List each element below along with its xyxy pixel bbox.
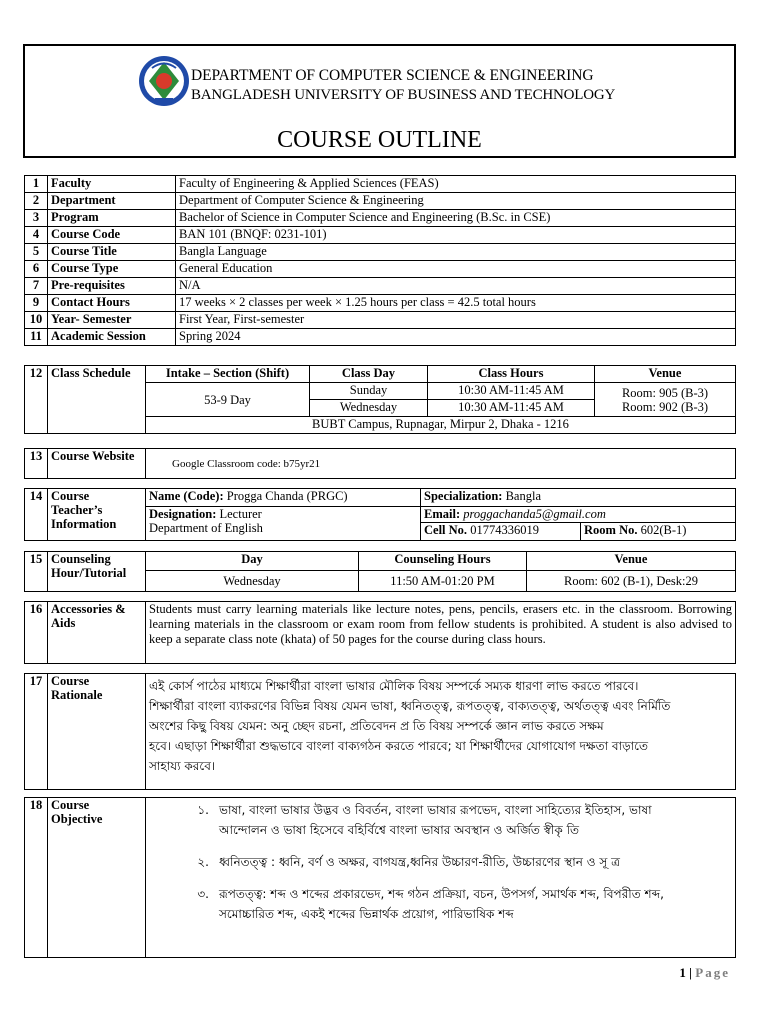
schedule-header-day: Class Day bbox=[310, 366, 428, 383]
info-value: Spring 2024 bbox=[176, 329, 736, 346]
info-label: Contact Hours bbox=[48, 295, 176, 312]
teacher-room: 602(B-1) bbox=[640, 523, 687, 537]
row-number: 10 bbox=[25, 312, 48, 329]
teacher-spec: Bangla bbox=[505, 489, 542, 503]
row-number: 11 bbox=[25, 329, 48, 346]
page-footer bbox=[679, 965, 730, 981]
teacher-spec-label: Specialization: bbox=[424, 489, 503, 503]
info-label: Pre-requisites bbox=[48, 278, 176, 295]
info-value: BAN 101 (BNQF: 0231-101) bbox=[176, 227, 736, 244]
university-logo-icon bbox=[137, 54, 191, 108]
objective-line: ভাষা, বাংলা ভাষার উদ্ভব ও বিবর্তন, বাংলা ভাষার রূপভেদ, বাংলা সাহিত্যের ইতিহাস, ভাষা bbox=[219, 803, 652, 817]
schedule-hours: 10:30 AM-11:45 AM bbox=[428, 400, 595, 417]
row-number: 18 bbox=[25, 798, 48, 958]
teacher-label: Course Teacher’s Information bbox=[48, 489, 146, 541]
counseling-header-venue: Venue bbox=[527, 552, 736, 571]
counseling-header-day: Day bbox=[146, 552, 359, 571]
objective-num: ১. bbox=[197, 803, 209, 817]
info-row bbox=[25, 210, 736, 227]
counseling-label: Counseling Hour/Tutorial bbox=[48, 552, 146, 592]
teacher-room-cell bbox=[581, 523, 736, 541]
schedule-venue-2: Room: 902 (B-3) bbox=[621, 399, 709, 414]
schedule-campus: BUBT Campus, Rupnagar, Mirpur 2, Dhaka - 1216 bbox=[146, 417, 736, 434]
objective-line: রূপতত্ত্ব: শব্দ ও শব্দের প্রকারভেদ, শব্দ গঠন প্রক্রিয়া, বচন, উপসর্গ, সমার্থক শব্দ, বিপরীত শব্দ, bbox=[219, 887, 664, 901]
website-label: Course Website bbox=[48, 449, 146, 479]
teacher-cell-cell bbox=[421, 523, 581, 541]
row-number: 12 bbox=[25, 366, 48, 434]
info-value: General Education bbox=[176, 261, 736, 278]
info-label: Course Type bbox=[48, 261, 176, 278]
row-number: 17 bbox=[25, 674, 48, 790]
info-row bbox=[25, 176, 736, 193]
rationale-line: অংশের কিছু বিষয় যেমন: অনু চ্ছেদ রচনা, প্রতিবেদন প্র তি বিষয় সম্পর্কে জ্ঞান লাভ করতে সক্ষম bbox=[149, 719, 604, 733]
info-value: Department of Computer Science & Engineering bbox=[176, 193, 736, 210]
row-number: 7 bbox=[25, 278, 48, 295]
info-row bbox=[25, 295, 736, 312]
row-number: 6 bbox=[25, 261, 48, 278]
rationale-line: শিক্ষার্থীরা বাংলা ব্যাকরণের বিভিন্ন বিষয় যেমন ভাষা, ধ্বনিতত্ত্ব, রূপতত্ত্ব, বাক্যতত্ত্ব, অর্থতত্ত্ব এবং নির্মিতি bbox=[149, 699, 671, 713]
counseling-table bbox=[24, 551, 736, 592]
objective-list bbox=[146, 798, 736, 958]
course-website-table bbox=[24, 448, 736, 479]
schedule-header-intake: Intake – Section (Shift) bbox=[146, 366, 310, 383]
row-number: 5 bbox=[25, 244, 48, 261]
schedule-header-hours: Class Hours bbox=[428, 366, 595, 383]
rationale-label: Course Rationale bbox=[48, 674, 146, 790]
row-number: 15 bbox=[25, 552, 48, 592]
rationale-line: সাহায্য করবে। bbox=[149, 759, 216, 773]
teacher-info-table bbox=[24, 488, 736, 541]
info-label: Faculty bbox=[48, 176, 176, 193]
teacher-cell: 01774336019 bbox=[470, 523, 539, 537]
info-label: Course Title bbox=[48, 244, 176, 261]
objective-num: ৩. bbox=[197, 887, 209, 901]
accessories-label: Accessories & Aids bbox=[48, 602, 146, 664]
info-row bbox=[25, 244, 736, 261]
info-value: N/A bbox=[176, 278, 736, 295]
schedule-hours: 10:30 AM-11:45 AM bbox=[428, 383, 595, 400]
info-label: Department bbox=[48, 193, 176, 210]
teacher-designation: Lecturer bbox=[219, 507, 262, 521]
info-value: Bangla Language bbox=[176, 244, 736, 261]
counseling-hours: 11:50 AM-01:20 PM bbox=[359, 571, 527, 592]
schedule-intake: 53-9 Day bbox=[146, 383, 310, 417]
header-box bbox=[23, 44, 736, 158]
counseling-day: Wednesday bbox=[146, 571, 359, 592]
info-row bbox=[25, 193, 736, 210]
objective-label: Course Objective bbox=[48, 798, 146, 958]
rationale-table bbox=[24, 673, 736, 790]
info-value: First Year, First-semester bbox=[176, 312, 736, 329]
objective-item bbox=[149, 852, 732, 872]
objective-item bbox=[149, 884, 732, 924]
schedule-label: Class Schedule bbox=[48, 366, 146, 434]
info-row bbox=[25, 329, 736, 346]
teacher-name-label: Name (Code): bbox=[149, 489, 224, 503]
accessories-text: Students must carry learning materials like lecture notes, pens, pencils, erasers etc. in the classroom. Borrowing learning materials in the classroom or exam room from fellow students is prohibited. A student is also advised to keep a separate class note (khata) of 50 pages for the course during class hours. bbox=[146, 602, 736, 664]
objective-line: ধ্বনিতত্ত্ব : ধ্বনি, বর্ণ ও অক্ষর, বাগযন্ত্র,ধ্বনির উচ্চারণ-রীতি, উচ্চারণের স্থান ও সূ ত্র bbox=[219, 855, 620, 869]
objective-line: আন্দোলন ও ভাষা হিসেবে বহির্বিশ্বে বাংলা ভাষার অবস্থান ও অর্জিত স্বীকৃ তি bbox=[219, 823, 580, 837]
row-number: 1 bbox=[25, 176, 48, 193]
row-number: 13 bbox=[25, 449, 48, 479]
teacher-designation-label: Designation: bbox=[149, 507, 217, 521]
class-schedule-table bbox=[24, 365, 736, 434]
row-number: 4 bbox=[25, 227, 48, 244]
info-value: Faculty of Engineering & Applied Sciences (FEAS) bbox=[176, 176, 736, 193]
schedule-venue bbox=[595, 383, 736, 417]
info-row bbox=[25, 261, 736, 278]
info-value: 17 weeks × 2 classes per week × 1.25 hours per class = 42.5 total hours bbox=[176, 295, 736, 312]
counseling-venue: Room: 602 (B-1), Desk:29 bbox=[527, 571, 736, 592]
schedule-venue-1: Room: 905 (B-3) bbox=[621, 385, 709, 400]
course-info-table bbox=[24, 175, 736, 346]
info-label: Course Code bbox=[48, 227, 176, 244]
accessories-table bbox=[24, 601, 736, 664]
info-label: Year- Semester bbox=[48, 312, 176, 329]
schedule-header-venue: Venue bbox=[595, 366, 736, 383]
info-row bbox=[25, 312, 736, 329]
objective-num: ২. bbox=[197, 855, 209, 869]
teacher-room-label: Room No. bbox=[584, 523, 638, 537]
page-title: COURSE OUTLINE bbox=[277, 127, 482, 153]
info-row bbox=[25, 227, 736, 244]
page-number: 1 bbox=[679, 965, 686, 980]
row-number: 2 bbox=[25, 193, 48, 210]
rationale-text bbox=[146, 674, 736, 790]
counseling-header-hours: Counseling Hours bbox=[359, 552, 527, 571]
teacher-name: Progga Chanda (PRGC) bbox=[226, 489, 348, 503]
teacher-name-cell bbox=[146, 489, 421, 507]
objective-item bbox=[149, 800, 732, 840]
teacher-spec-cell bbox=[421, 489, 736, 507]
teacher-email: proggachanda5@gmail.com bbox=[463, 507, 606, 521]
rationale-line: এই কোর্স পাঠের মাধ্যমে শিক্ষার্থীরা বাংলা ভাষার মৌলিক বিষয় সম্পর্কে সম্যক ধারণা লাভ করতে পারবে। bbox=[149, 679, 639, 693]
teacher-email-label: Email: bbox=[424, 507, 461, 521]
row-number: 3 bbox=[25, 210, 48, 227]
schedule-day: Wednesday bbox=[310, 400, 428, 417]
page-word: Page bbox=[695, 965, 730, 980]
teacher-designation-cell bbox=[146, 507, 421, 541]
teacher-department: Department of English bbox=[149, 521, 263, 535]
teacher-cell-label: Cell No. bbox=[424, 523, 468, 537]
objective-line: সমোচ্চারিত শব্দ, একই শব্দের ভিন্নার্থক প্রয়োগ, পারিভাষিক শব্দ bbox=[219, 907, 514, 921]
info-value: Bachelor of Science in Computer Science and Engineering (B.Sc. in CSE) bbox=[176, 210, 736, 227]
info-row bbox=[25, 278, 736, 295]
row-number: 14 bbox=[25, 489, 48, 541]
teacher-email-cell bbox=[421, 507, 736, 523]
objective-table bbox=[24, 797, 736, 958]
university-name: BANGLADESH UNIVERSITY OF BUSINESS AND TECHNOLOGY bbox=[191, 87, 616, 103]
rationale-line: হবে। এছাড়া শিক্ষার্থীরা শুদ্ধভাবে বাংলা বাক্যগঠন করতে পারবে; যা শিক্ষার্থীদের যোগাযোগ দক্ষতা বাড়াতে bbox=[149, 739, 648, 753]
page-separator: | bbox=[689, 965, 693, 980]
website-value: Google Classroom code: b75yr21 bbox=[146, 449, 736, 479]
department-name: DEPARTMENT OF COMPUTER SCIENCE & ENGINEERING bbox=[191, 67, 594, 84]
info-label: Academic Session bbox=[48, 329, 176, 346]
row-number: 9 bbox=[25, 295, 48, 312]
info-label: Program bbox=[48, 210, 176, 227]
schedule-day: Sunday bbox=[310, 383, 428, 400]
row-number: 16 bbox=[25, 602, 48, 664]
